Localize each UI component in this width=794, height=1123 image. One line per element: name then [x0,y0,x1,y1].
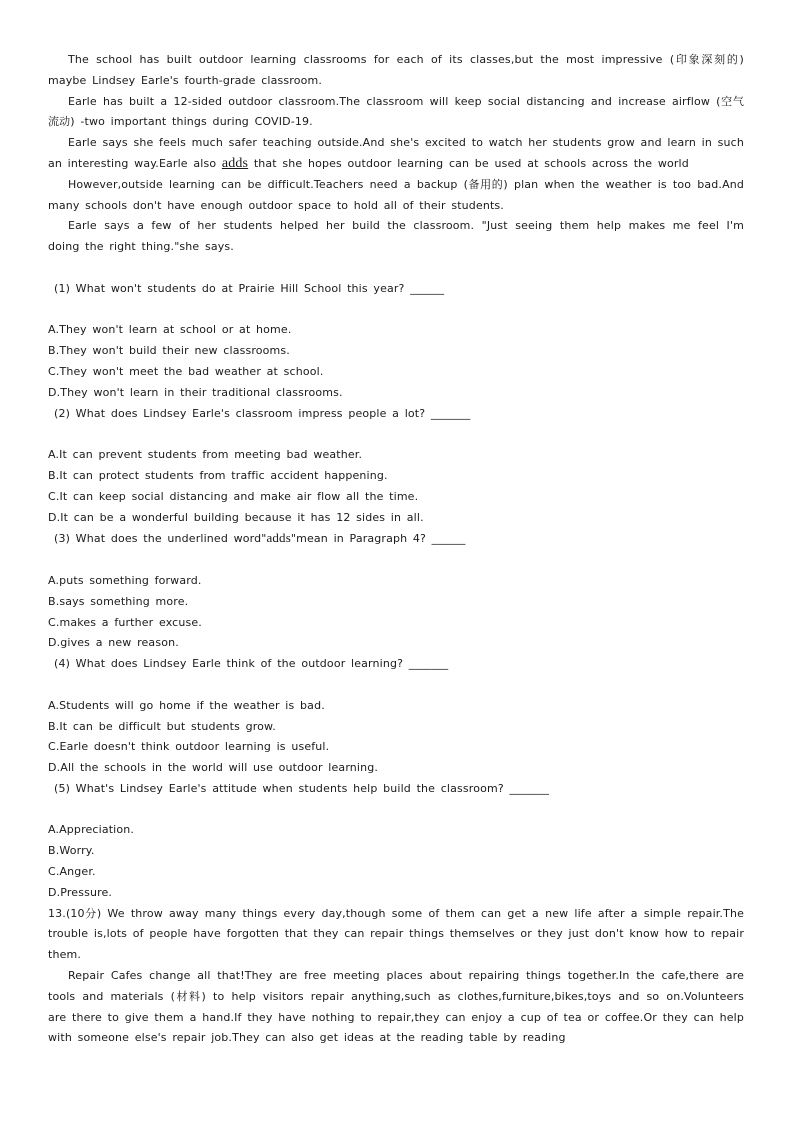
question-1-option-b: B.They won't build their new classrooms. [48,344,290,358]
passage-paragraph-5: Earle says a few of her students helped her build the classroom. "Just seeing them help makes me feel I'm doing the right thing."she says. [48,219,744,254]
question-2-stem: (2) What does Lindsey Earle's classroom impress people a lot? _______ [54,406,471,420]
question-3-option-a: A.puts something forward. [48,573,202,587]
question-1-option-d: D.They won't learn in their traditional classrooms. [48,385,343,399]
question-2-option-a: A.It can prevent students from meeting bad weather. [48,448,363,462]
question-2-option-d: D.It can be a wonderful building because it has 12 sides in all. [48,510,424,524]
question-2-option-c: C.It can keep social distancing and make air flow all the time. [48,489,419,503]
paragraph-3-text-after: that she hopes outdoor learning can be used at schools across the world [253,156,689,170]
question-3-option-d: D.gives a new reason. [48,636,179,650]
item-13-paragraph-2: Repair Cafes change all that!They are free meeting places about repairing things together.In the cafe,there are tools and materials (材料) to help visitors repair anything,such as clothes,furniture,bikes,toys and so on.Volunteers are there to give them a hand.If they have nothing to repair,they can enjoy a cup of tea or coffee.Or they can help with someone else's repair job.They can also get ideas at the reading table by reading [48,969,744,1045]
passage-paragraph-4: However,outside learning can be difficult.Teachers need a backup (备用的) plan when the weather is too bad.And many schools don't have enough outdoor space to hold all of their students. [48,177,744,212]
question-1-option-c: C.They won't meet the bad weather at school. [48,364,324,378]
question-4-option-a: A.Students will go home if the weather is bad. [48,698,325,712]
question-2-option-b: B.It can protect students from traffic accident happening. [48,468,388,482]
question-3-stem-before: (3) What does the underlined word" [54,532,267,546]
paragraph-3-text-before: Earle says she feels much safer teaching outside.And she's excited to watch her students grow and learn in such an interesting way.Earle also [48,136,744,170]
question-3-stem [48,528,744,550]
item-13-paragraph-1: 13.(10分) We throw away many things every day,though some of them can get a new life after a simple repair.The trouble is,lots of people have forgotten that they can repair things themselves or they just don't know how to repair them. [48,906,744,962]
underlined-word-adds: adds [221,155,249,171]
question-3-word-adds: adds [266,530,291,546]
question-4-stem: (4) What does Lindsey Earle think of the outdoor learning? _______ [54,657,449,671]
question-3-option-b: B.says something more. [48,594,189,608]
question-5-option-c: C.Anger. [48,865,96,879]
passage-paragraph-3 [48,133,744,175]
question-5-option-a: A.Appreciation. [48,823,135,837]
question-5-option-b: B.Worry. [48,844,95,858]
question-5-stem: (5) What's Lindsey Earle's attitude when students help build the classroom? _______ [54,781,550,795]
question-1-stem: (1) What won't students do at Prairie Hill School this year? ______ [54,281,445,295]
question-3-stem-after: "mean in Paragraph 4? ______ [290,532,466,546]
question-3-option-c: C.makes a further excuse. [48,615,202,629]
question-5-option-d: D.Pressure. [48,885,113,899]
question-4-option-d: D.All the schools in the world will use outdoor learning. [48,761,379,775]
passage-paragraph-1: The school has built outdoor learning classrooms for each of its classes,but the most impressive (印象深刻的) maybe Lindsey Earle's fourth-grade classroom. [48,53,744,87]
question-4-option-b: B.It can be difficult but students grow. [48,719,276,733]
passage-paragraph-2: Earle has built a 12-sided outdoor classroom.The classroom will keep social distancing and increase airflow (空气流动) -two important things during COVID-19. [48,94,744,129]
question-4-option-c: C.Earle doesn't think outdoor learning is useful. [48,740,330,754]
question-1-option-a: A.They won't learn at school or at home. [48,323,292,337]
document-page [48,50,744,1049]
